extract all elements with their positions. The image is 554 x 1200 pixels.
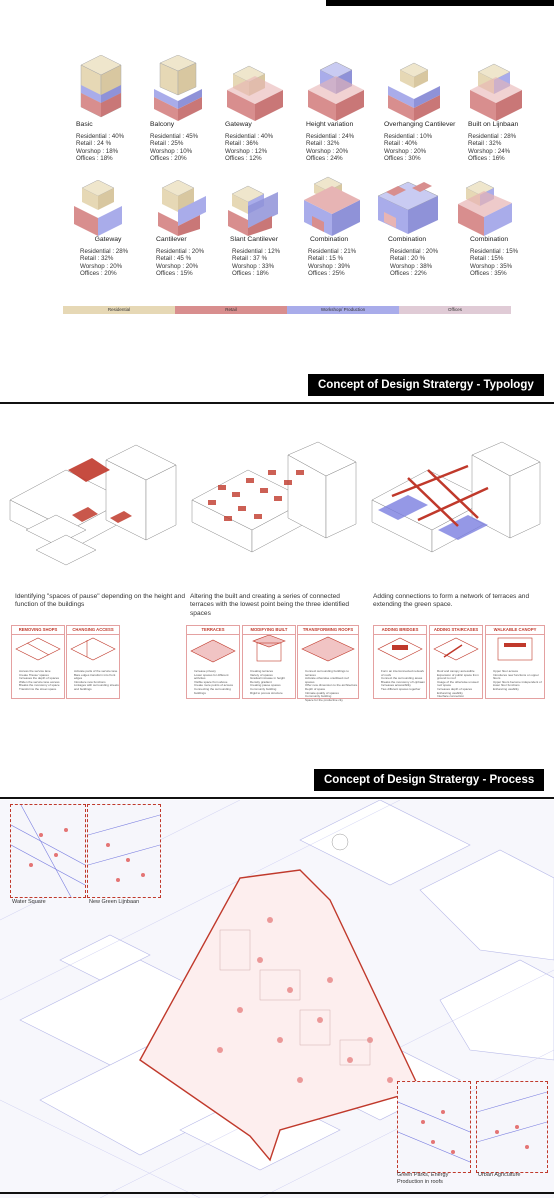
typology-name: Height variation — [306, 121, 354, 128]
panel-item: Roof and canopy accessible — [437, 669, 475, 673]
panel-item: Create more points of access — [194, 683, 234, 688]
building-block-icon — [225, 60, 285, 121]
typology-card — [225, 60, 305, 163]
typology-name: Combination — [310, 236, 349, 243]
building-block-icon — [456, 178, 516, 236]
panel-title: ADDING STAIRCASES — [430, 626, 482, 635]
panel-title: WALKABLE CANOPY — [486, 626, 544, 635]
stat-line: Retail : 25% — [150, 140, 184, 148]
process-panel — [242, 625, 296, 699]
inset-diagram — [398, 1082, 470, 1172]
stat-line: Worshop : 38% — [390, 262, 433, 270]
panel-diagram — [187, 635, 239, 663]
panel-diagram — [486, 635, 544, 663]
panel-diagram — [298, 635, 358, 663]
stat-line: Residential : 20% — [156, 247, 205, 255]
stat-line: Worshop : 18% — [76, 147, 119, 155]
stat-line: Worshop : 20% — [306, 147, 349, 155]
typology-card — [376, 176, 456, 278]
stat-line: Retail : 40% — [384, 140, 418, 148]
building-block-icon — [150, 55, 205, 121]
panel-item: Rigid to porous structure — [250, 690, 283, 695]
typology-card — [302, 176, 382, 278]
panel-item: Widen the service lane access — [19, 679, 60, 684]
panel-item: Increases accessibility — [381, 683, 411, 688]
building-block-icon — [376, 176, 440, 236]
typology-card — [306, 60, 386, 163]
inset-diagram — [88, 805, 160, 897]
stat-line: Residential : 15% — [470, 247, 519, 255]
typology-name: Cantilever — [156, 236, 187, 243]
panel-item: Form an interconnected network of roofs — [381, 669, 425, 677]
inset-green-parks — [397, 1081, 471, 1173]
stat-line: Offices : 20% — [80, 270, 117, 278]
panel-diagram — [243, 635, 295, 663]
legend-offices: Offices — [399, 306, 511, 314]
legend-residential: Residential — [63, 306, 175, 314]
panel-title: REMOVING SHOPS — [12, 626, 64, 635]
section-divider — [0, 797, 554, 799]
inset-urban-agriculture — [476, 1081, 548, 1173]
stat-line: Worshop : 20% — [156, 262, 199, 270]
panel-item: Increases the depth of spaces — [19, 676, 60, 681]
stat-line: Residential : 24% — [306, 132, 355, 140]
typology-card — [72, 180, 152, 278]
stat-line: Offices : 12% — [225, 155, 262, 163]
stat-line: Retail : 37 % — [232, 255, 268, 263]
process-section-title: Concept of Design Stratergy - Process — [314, 769, 544, 791]
panel-title: CHANGING ACCESS — [67, 626, 119, 635]
process-panel — [297, 625, 359, 702]
building-block-icon — [384, 60, 444, 121]
building-block-icon — [226, 184, 281, 236]
panel-item: Connect the surrounding areas — [381, 676, 423, 681]
stat-line: Retail : 15% — [470, 255, 504, 263]
panel-item: Space for the productive city — [305, 697, 343, 702]
process-panel — [11, 625, 65, 699]
panel-item: Increase privacy — [194, 669, 216, 673]
process-caption: Altering the built and creating a series of connected terraces with the lowest point being the three identified spaces — [190, 593, 350, 617]
panel-item: Transforms the street space — [19, 686, 57, 691]
panel-title: ADDING BRIDGES — [374, 626, 426, 635]
panel-item: Visible space from above — [194, 679, 228, 684]
panel-item: Community building — [305, 694, 332, 699]
stat-line: Worshop : 12% — [225, 147, 268, 155]
stat-line: Residential : 20% — [390, 247, 439, 255]
panel-item: Breaks the monotony of space — [19, 683, 60, 688]
panel-item: Linkages with surrounding streets and buildings — [74, 683, 119, 691]
inset-label: Urban Agriculture — [478, 1172, 521, 1178]
stat-line: Offices : 30% — [384, 155, 421, 163]
stat-line: Worshop : 10% — [150, 147, 193, 155]
bottom-divider — [0, 1192, 554, 1194]
process-panel — [186, 625, 240, 699]
legend-retail: Retail — [175, 306, 287, 314]
stat-line: Retail : 45 % — [156, 255, 192, 263]
stat-line: Residential : 28% — [80, 247, 129, 255]
typology-name: Balcony — [150, 121, 175, 128]
panel-item: Creating pause spaces — [250, 683, 281, 688]
stat-line: Residential : 28% — [468, 132, 517, 140]
process-caption: Adding connections to form a network of terraces and extending the green space. — [373, 593, 530, 609]
typology-section-title: Concept of Design Stratergy - Typology — [308, 374, 544, 396]
stat-line: Worshop : 39% — [308, 262, 351, 270]
typology-card — [226, 184, 306, 278]
typology-name: Combination — [388, 236, 427, 243]
process-axonometric-3 — [368, 430, 550, 585]
panel-item: Bare edges transform into front edges — [74, 672, 116, 681]
process-panel — [66, 625, 120, 699]
color-legend — [63, 306, 511, 314]
panel-item: Activate otherwise unutilised roof spaces — [305, 676, 349, 684]
top-black-bar — [326, 0, 554, 6]
panel-item: Density gradient — [250, 679, 272, 684]
building-block-icon — [306, 60, 366, 121]
typology-card — [456, 178, 536, 278]
inset-label: Green Parks, Energy Production in roofs — [397, 1172, 449, 1185]
building-block-icon — [76, 55, 126, 121]
inset-diagram — [477, 1082, 547, 1172]
typology-name: Slant Cantilever — [230, 236, 278, 243]
panel-item: Variety of spaces — [250, 672, 273, 677]
stat-line: Worshop : 24% — [468, 147, 511, 155]
panel-item: Connecting the surrounding buildings — [194, 686, 231, 695]
panel-item: Access the service lane — [19, 669, 51, 673]
inset-diagram — [11, 805, 85, 897]
stat-line: Residential : 21% — [308, 247, 357, 255]
panel-item: Community building — [250, 686, 277, 691]
typology-name: Basic — [76, 121, 93, 128]
panel-item: Interface connection — [437, 694, 465, 699]
panel-diagram — [430, 635, 482, 663]
stat-line: Offices : 35% — [470, 270, 507, 278]
panel-item: Increases depth of spaces — [437, 686, 473, 691]
typology-name: Gateway — [225, 121, 252, 128]
panel-item: Enhancing usability — [437, 690, 463, 695]
process-caption: Identifying "spaces of pause" depending on the height and function of the buildings — [15, 593, 186, 609]
process-panel — [485, 625, 545, 699]
panel-diagram — [12, 635, 64, 663]
stat-line: Offices : 16% — [468, 155, 505, 163]
stat-line: Offices : 20% — [150, 155, 187, 163]
typology-name: Gateway — [94, 236, 122, 243]
stat-line: Offices : 22% — [390, 270, 427, 278]
stat-line: Retail : 36% — [225, 140, 259, 148]
typology-card — [76, 55, 156, 163]
building-block-icon — [72, 180, 127, 236]
stat-line: Residential : 12% — [232, 247, 281, 255]
process-axonometric-2 — [188, 430, 368, 585]
inset-new-green-lijnbaan — [87, 804, 161, 898]
typology-name: Combination — [470, 236, 509, 243]
typology-card — [150, 55, 230, 163]
panel-item: Gradual increase in height — [250, 676, 286, 681]
panel-item: Enhancing usability — [493, 686, 519, 691]
panel-item: Upper floors become independent of lower floor functions — [493, 679, 542, 688]
stat-line: Worshop : 20% — [384, 147, 427, 155]
typology-name: Overhanging Cantilever — [384, 121, 456, 128]
stat-line: Residential : 40% — [76, 132, 125, 140]
stat-line: Offices : 15% — [156, 270, 193, 278]
inset-label: Water Square — [12, 899, 46, 905]
panel-item: Lower spaces for different activities — [194, 672, 229, 681]
stat-line: Worshop : 35% — [470, 262, 513, 270]
panel-item: Connect surrounding buildings to terraces — [305, 669, 349, 677]
panel-item: Activate parts of the service lane — [74, 669, 118, 673]
stat-line: Residential : 10% — [384, 132, 433, 140]
stat-line: Retail : 20 % — [390, 255, 426, 263]
panel-item: Ties different spaces together — [381, 686, 421, 691]
stat-line: Offices : 25% — [308, 270, 345, 278]
panel-title: TRANSFORMING ROOFS — [298, 626, 358, 635]
stat-line: Retail : 15 % — [308, 255, 344, 263]
panel-item: Introduces new functions on upper floors — [493, 672, 539, 681]
stat-line: Residential : 45% — [150, 132, 199, 140]
stat-line: Retail : 32% — [468, 140, 502, 148]
panel-item: Expansion of public space from ground to roof — [437, 672, 479, 681]
panel-diagram — [67, 635, 119, 663]
panel-title: MODIFYING BUILT — [243, 626, 295, 635]
stat-line: Worshop : 20% — [80, 262, 123, 270]
typology-card — [156, 180, 236, 278]
inset-water-square — [10, 804, 86, 898]
inset-label: New Green Lijnbaan — [89, 899, 140, 905]
stat-line: Offices : 24% — [306, 155, 343, 163]
typology-card — [384, 60, 464, 163]
stat-line: Retail : 24 % — [76, 140, 112, 148]
typology-name: Built on Lijnbaan — [468, 121, 519, 128]
stat-line: Residential : 40% — [225, 132, 274, 140]
panel-item: Introduce new functions — [74, 679, 106, 684]
panel-item: Usage of the otherwise unused roof space — [437, 679, 479, 688]
panel-item: Breaks the monotony of Lijnbaan — [381, 679, 425, 684]
stat-line: Offices : 18% — [232, 270, 269, 278]
building-block-icon — [468, 60, 528, 121]
stat-line: Offices : 18% — [76, 155, 113, 163]
panel-diagram — [374, 635, 426, 663]
building-block-icon — [156, 180, 211, 236]
panel-item: Intimate quality of spaces — [305, 690, 339, 695]
stat-line: Retail : 32% — [80, 255, 114, 263]
building-block-icon — [302, 176, 364, 236]
panel-item: Offer new dimension to the architecture — [305, 683, 358, 688]
section-divider — [0, 402, 554, 404]
process-panel — [373, 625, 427, 699]
panel-item: Creating terraces — [250, 669, 274, 673]
process-axonometric-1 — [6, 430, 190, 585]
panel-item: Create 'Pause' spaces — [19, 672, 49, 677]
panel-item: Depth of space — [305, 686, 326, 691]
stat-line: Worshop : 33% — [232, 262, 275, 270]
process-panel — [429, 625, 483, 699]
stat-line: Retail : 32% — [306, 140, 340, 148]
typology-card — [468, 60, 548, 163]
legend-workshop: Workshop/ Production — [287, 306, 399, 314]
panel-item: Upper floor access — [493, 669, 519, 673]
panel-title: TERRACES — [187, 626, 239, 635]
